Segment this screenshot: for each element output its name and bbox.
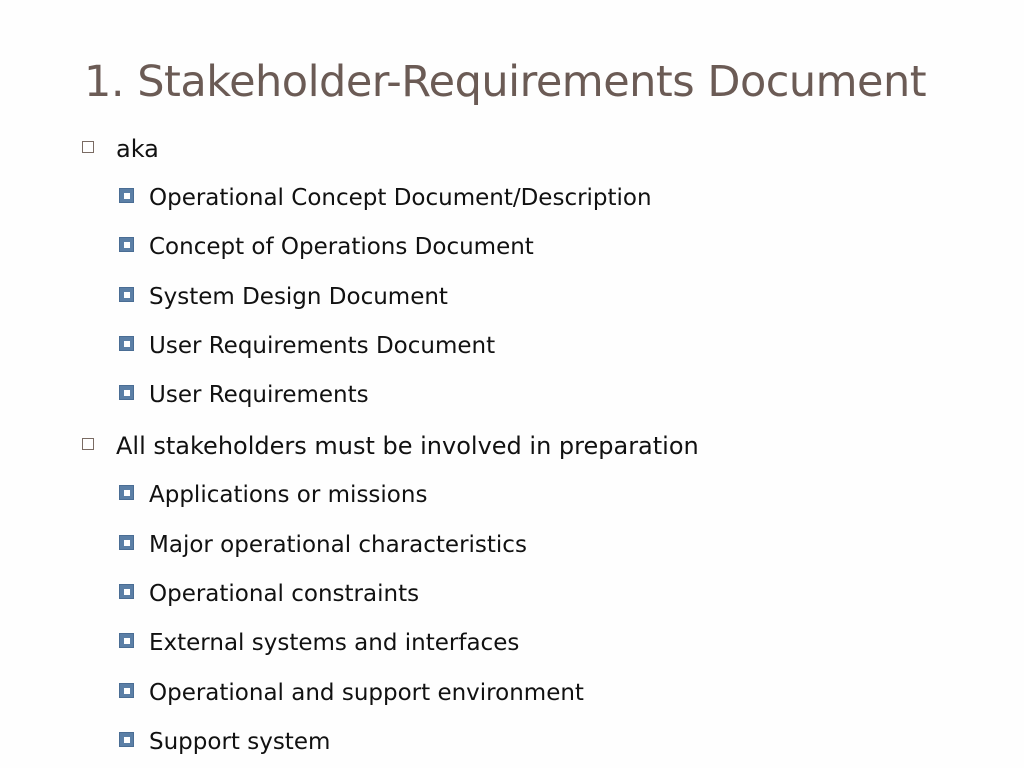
list-item-label: All stakeholders must be involved in preparation: [116, 432, 699, 460]
filled-square-bullet-icon: [119, 237, 134, 252]
list-item-label: Operational Concept Document/Description: [149, 184, 652, 211]
list-item-level1: [80, 428, 699, 462]
filled-square-bullet-icon: [119, 633, 134, 648]
list-item-label: Support system: [149, 728, 331, 755]
filled-square-bullet-icon: [119, 732, 134, 747]
filled-square-bullet-icon: [119, 188, 134, 203]
hollow-square-icon: [82, 141, 94, 153]
hollow-square-icon: [82, 438, 94, 450]
list-item-label: Operational constraints: [149, 580, 420, 607]
list-item-label: Major operational characteristics: [149, 531, 527, 558]
list-item-label: External systems and interfaces: [149, 629, 520, 656]
list-item-label: aka: [116, 135, 159, 163]
slide-title: 1. Stakeholder-Requirements Document: [84, 57, 927, 107]
filled-square-bullet-icon: [119, 683, 134, 698]
list-item-label: User Requirements Document: [149, 332, 496, 359]
list-item-level2: [119, 625, 519, 659]
filled-square-bullet-icon: [119, 584, 134, 599]
list-item-level2: [119, 328, 495, 362]
list-item-label: User Requirements: [149, 381, 369, 408]
filled-square-bullet-icon: [119, 385, 134, 400]
list-item-level2: [119, 576, 419, 610]
filled-square-bullet-icon: [119, 485, 134, 500]
list-item-level2: [119, 724, 330, 758]
list-item-level1: [80, 131, 159, 165]
list-item-level2: [119, 279, 448, 313]
list-item-level2: [119, 180, 652, 214]
list-item-label: Applications or missions: [149, 481, 428, 508]
list-item-level2: [119, 477, 427, 511]
list-item-label: System Design Document: [149, 283, 448, 310]
list-item-label: Operational and support environment: [149, 679, 584, 706]
list-item-level2: [119, 229, 534, 263]
list-item-level2: [119, 675, 584, 709]
list-item-level2: [119, 527, 527, 561]
list-item-level2: [119, 377, 369, 411]
list-item-label: Concept of Operations Document: [149, 233, 534, 260]
filled-square-bullet-icon: [119, 287, 134, 302]
filled-square-bullet-icon: [119, 535, 134, 550]
filled-square-bullet-icon: [119, 336, 134, 351]
